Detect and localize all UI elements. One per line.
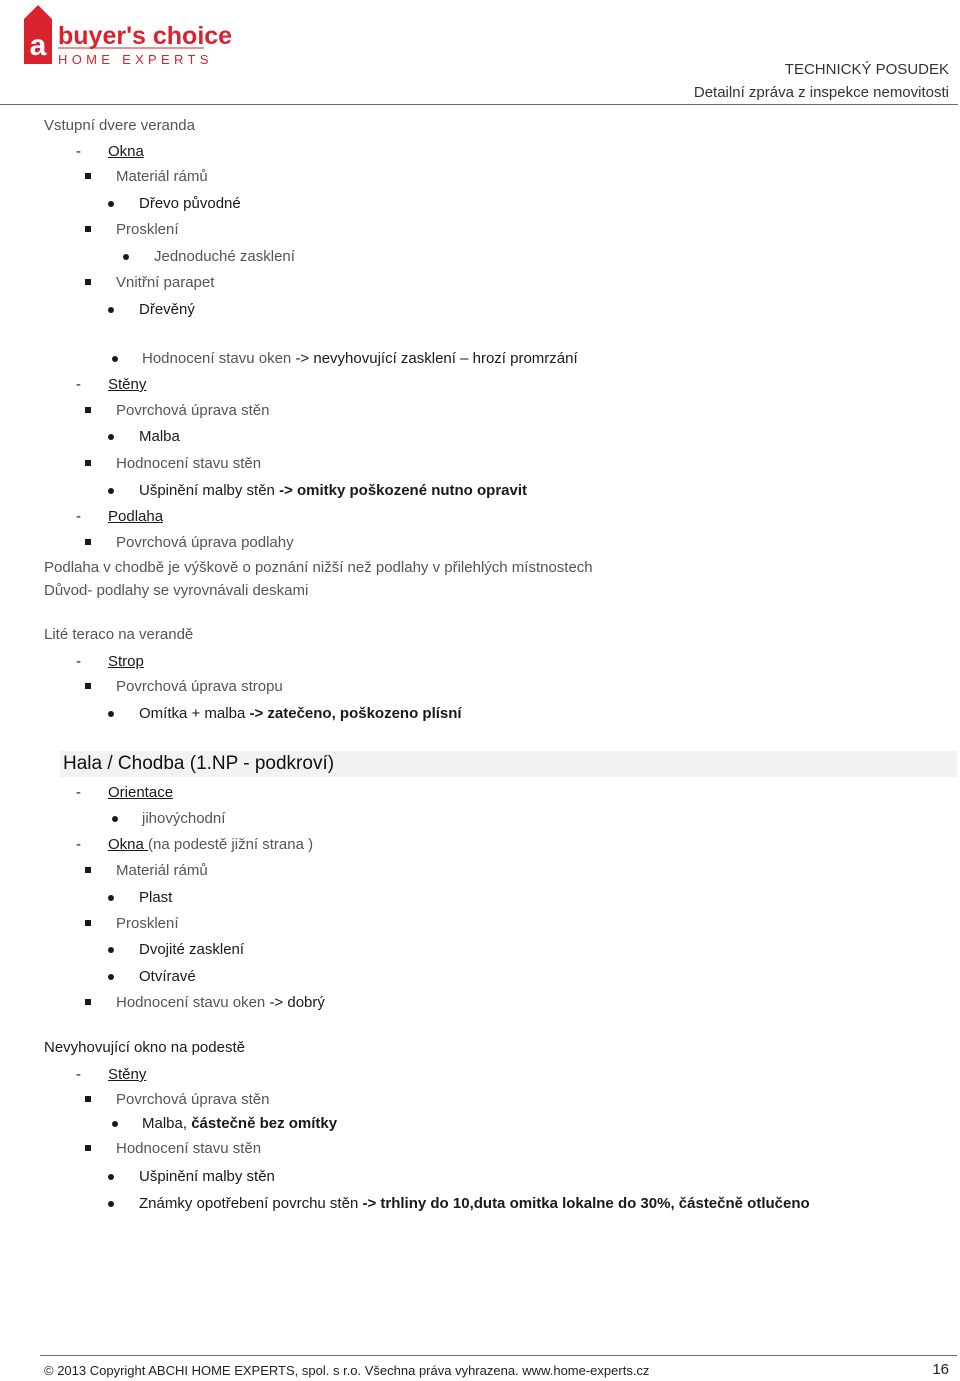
text-span: -> zatečeno, poškozeno plísní <box>249 705 462 722</box>
list-item: Plast <box>139 889 173 906</box>
text-span: -> nevyhovující zasklení – hrozí promrzání <box>295 350 578 367</box>
square-bullet <box>85 683 91 689</box>
dash-marker: - <box>76 784 81 801</box>
subheading-strop: Strop <box>108 653 144 670</box>
dash-marker: - <box>76 508 81 525</box>
text-span: Malba, <box>142 1115 192 1132</box>
list-item: Povrchová úprava stěn <box>116 402 270 419</box>
section-title: Hala / Chodba (1.NP - podkroví) <box>63 753 335 774</box>
text-span: -> omitky poškozené nutno opravit <box>279 482 528 499</box>
square-bullet <box>85 539 91 545</box>
text-span: Hodnocení stavu oken <box>142 350 296 367</box>
page-number: 16 <box>932 1361 949 1378</box>
text-span: Známky opotřebení povrchu stěn <box>139 1195 363 1212</box>
list-item: Ušpinění malby stěn <box>139 1168 275 1185</box>
subheading-steny-2: Stěny <box>108 1066 147 1083</box>
text-line: Nevyhovující okno na podestě <box>44 1039 245 1056</box>
subheading-orientace: Orientace <box>108 784 174 801</box>
text-line: Vstupní dvere veranda <box>44 117 195 134</box>
list-item: Otvíravé <box>139 968 196 985</box>
square-bullet <box>85 279 91 285</box>
list-item: Vnitřní parapet <box>116 274 215 291</box>
round-bullet <box>108 307 114 313</box>
text-line: Lité teraco na verandě <box>44 626 194 643</box>
text-span: částečně bez omítky <box>191 1115 338 1132</box>
square-bullet <box>85 920 91 926</box>
round-bullet <box>112 816 118 822</box>
dash-marker: - <box>76 143 81 160</box>
text-span: -> trhliny do 10,duta omitka lokalne do 30%, částečně otlučeno <box>362 1195 810 1212</box>
list-item <box>116 993 325 1013</box>
list-item <box>139 704 462 724</box>
subheading-okna-2 <box>108 835 313 855</box>
list-item <box>142 349 578 369</box>
round-bullet <box>108 895 114 901</box>
square-bullet <box>85 173 91 179</box>
square-bullet <box>85 1096 91 1102</box>
list-item: Jednoduché zasklení <box>154 248 295 265</box>
dash-marker: - <box>76 376 81 393</box>
round-bullet <box>112 1121 118 1127</box>
text-span: Omítka + malba <box>139 705 250 722</box>
text-line: Podlaha v chodbě je výškově o poznání nižší než podlahy v přilehlých místnostech <box>44 559 593 576</box>
square-bullet <box>85 867 91 873</box>
text-span: Hodnocení stavu oken <box>116 994 270 1011</box>
list-item: Dřevo původné <box>139 195 241 212</box>
subheading-okna: Okna <box>108 143 144 160</box>
list-item: jihovýchodní <box>142 810 226 827</box>
subheading-podlaha: Podlaha <box>108 508 164 525</box>
list-item <box>142 1114 337 1134</box>
document-title: TECHNICKÝ POSUDEK <box>784 61 949 78</box>
square-bullet <box>85 999 91 1005</box>
round-bullet <box>108 1201 114 1207</box>
round-bullet <box>108 974 114 980</box>
list-item: Malba <box>139 428 180 445</box>
square-bullet <box>85 1145 91 1151</box>
square-bullet <box>85 226 91 232</box>
round-bullet <box>108 488 114 494</box>
list-item <box>139 1194 810 1214</box>
svg-text:HOME EXPERTS: HOME EXPERTS <box>58 52 213 67</box>
company-logo <box>22 2 233 68</box>
list-item: Dřevěný <box>139 301 195 318</box>
round-bullet <box>108 711 114 717</box>
list-item: Povrchová úprava stropu <box>116 678 283 695</box>
list-item: Materiál rámů <box>116 862 208 879</box>
round-bullet <box>108 947 114 953</box>
subheading-steny: Stěny <box>108 376 147 393</box>
square-bullet <box>85 460 91 466</box>
round-bullet <box>123 254 129 260</box>
dash-marker: - <box>76 1066 81 1083</box>
list-item: Materiál rámů <box>116 168 208 185</box>
list-item: Povrchová úprava podlahy <box>116 534 294 551</box>
text-span: Ušpinění malby stěn <box>139 482 280 499</box>
round-bullet <box>108 1174 114 1180</box>
square-bullet <box>85 407 91 413</box>
dash-marker: - <box>76 836 81 853</box>
text-span: -> dobrý <box>269 994 325 1011</box>
document-subtitle: Detailní zpráva z inspekce nemovitosti <box>693 84 949 101</box>
header-divider <box>0 104 958 105</box>
round-bullet <box>112 356 118 362</box>
round-bullet <box>108 201 114 207</box>
svg-text:buyer's choice: buyer's choice <box>58 22 233 50</box>
list-item <box>139 481 527 501</box>
text-span: Okna <box>108 836 149 853</box>
svg-text:a: a <box>29 29 47 62</box>
list-item: Dvojité zasklení <box>139 941 245 958</box>
list-item: Prosklení <box>116 221 179 238</box>
list-item: Prosklení <box>116 915 179 932</box>
footer-divider <box>40 1355 957 1356</box>
dash-marker: - <box>76 653 81 670</box>
list-item: Hodnocení stavu stěn <box>116 455 262 472</box>
list-item: Hodnocení stavu stěn <box>116 1140 262 1157</box>
list-item: Povrchová úprava stěn <box>116 1091 270 1108</box>
round-bullet <box>108 434 114 440</box>
text-span: (na podestě jižní strana ) <box>148 836 314 853</box>
text-line: Důvod- podlahy se vyrovnávali deskami <box>44 582 309 599</box>
footer-copyright: © 2013 Copyright ABCHI HOME EXPERTS, spol. s r.o. Všechna práva vyhrazena. www.home-experts.cz <box>44 1363 650 1378</box>
